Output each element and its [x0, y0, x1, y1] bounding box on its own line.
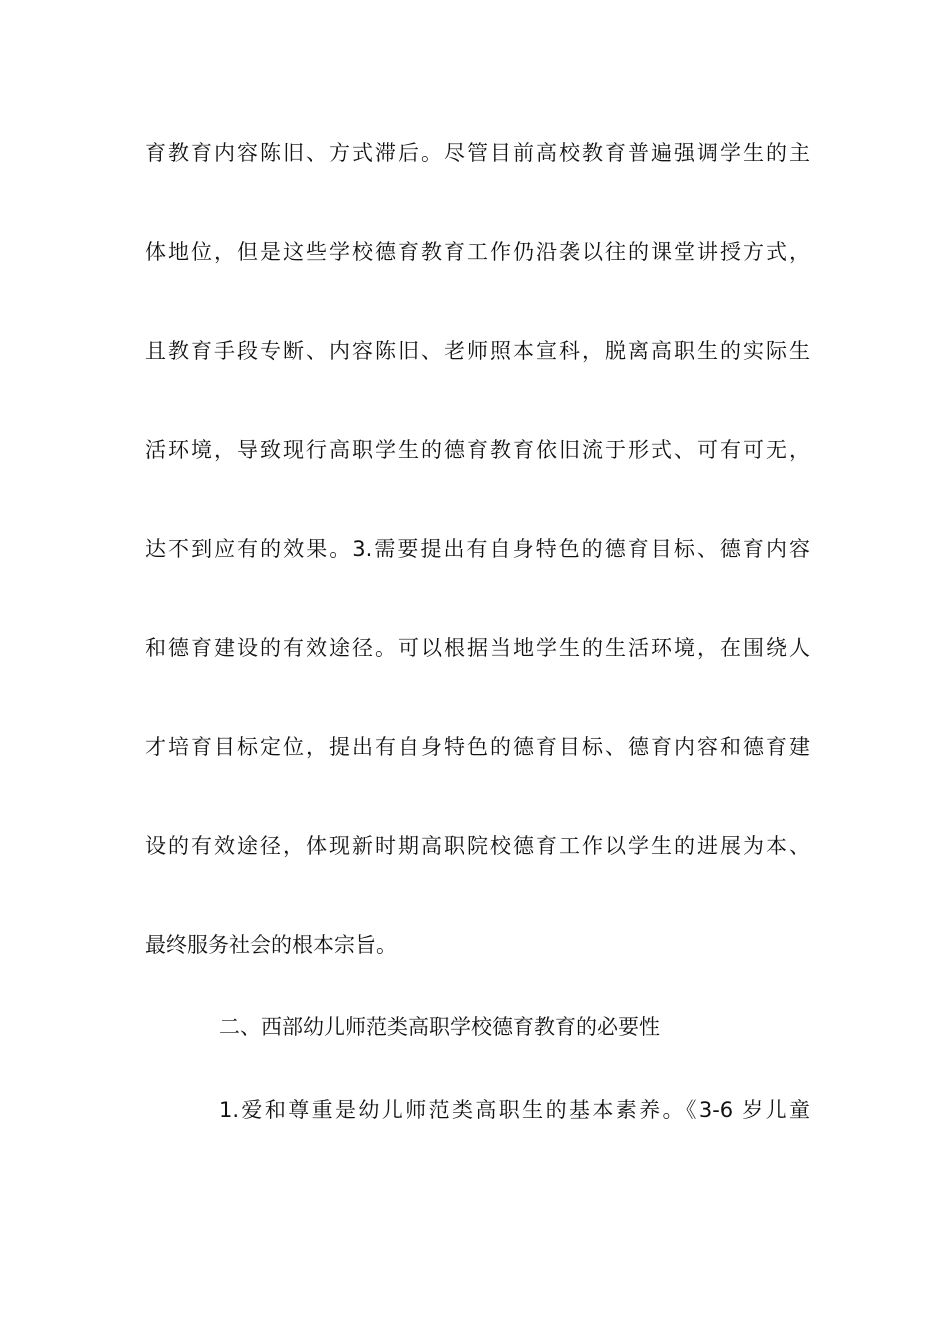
body-text-line: 和德育建设的有效途径。可以根据当地学生的生活环境，在围绕人 [145, 636, 810, 660]
paragraph-start-line: 1.爱和尊重是幼儿师范类高职生的基本素养。《3-6 岁儿童 [219, 1098, 810, 1122]
body-text-line: 达不到应有的效果。3.需要提出有自身特色的德育目标、德育内容 [145, 537, 810, 561]
body-text-line: 才培育目标定位，提出有自身特色的德育目标、德育内容和德育建 [145, 735, 810, 759]
body-text-line: 活环境，导致现行高职学生的德育教育依旧流于形式、可有可无， [145, 438, 810, 462]
body-text-line: 且教育手段专断、内容陈旧、老师照本宣科，脱离高职生的实际生 [145, 339, 810, 363]
body-text-line: 设的有效途径，体现新时期高职院校德育工作以学生的进展为本、 [145, 834, 810, 858]
section-heading: 二、西部幼儿师范类高职学校德育教育的必要性 [219, 1015, 660, 1039]
body-text-line: 最终服务社会的根本宗旨。 [145, 933, 397, 957]
body-text-line: 育教育内容陈旧、方式滞后。尽管目前高校教育普遍强调学生的主 [145, 141, 810, 165]
body-text-line: 体地位，但是这些学校德育教育工作仍沿袭以往的课堂讲授方式， [145, 240, 810, 264]
